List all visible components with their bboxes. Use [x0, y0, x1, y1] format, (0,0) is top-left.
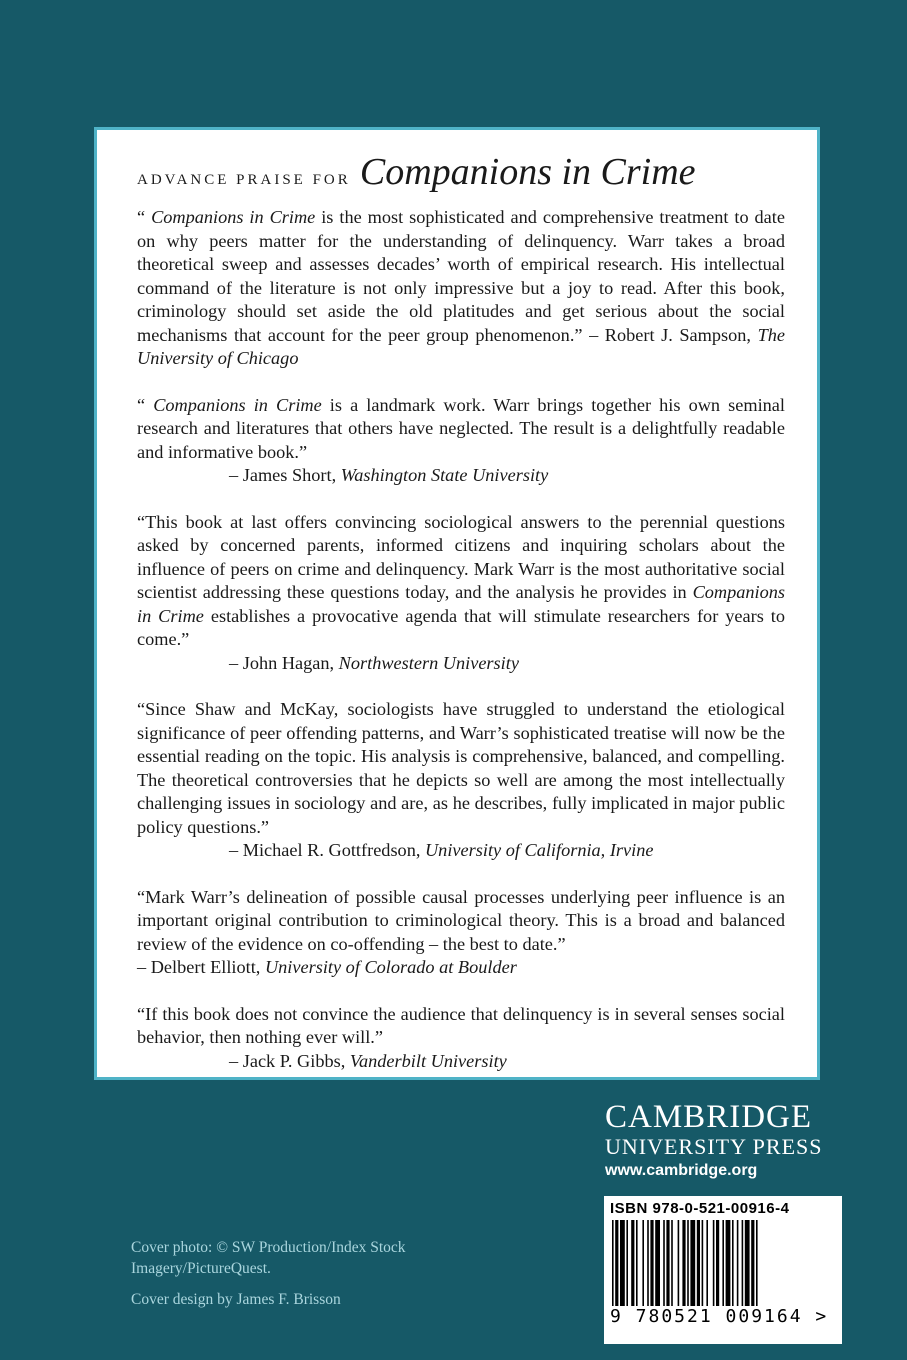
quote-gottfredson: “Since Shaw and McKay, sociologists have struggled to understand the etiological significance of peer offending patterns, and Warr’s sophisticated treatise will now be the essential reading on the topic. His analysis is comprehensive, balanced, and compelling. The theoretical controversies that he depicts so well are among the most intellectually challenging issues in sociology and are, as he describes, fully implicated in major public policy questions.” – Michael R. Gottfredson, University of California, Irvine	[137, 699, 785, 860]
photo-credit: Cover photo: © SW Production/Index Stock Imagery/PictureQuest.	[131, 1239, 406, 1277]
barcode-bar	[737, 1220, 739, 1306]
barcode-bar	[650, 1220, 653, 1306]
cover-credits	[131, 1237, 491, 1320]
quote-sampson: “ Companions in Crime is the most sophisticated and comprehensive treatment to date on why peers matter for the understanding of delinquency. Warr takes a broad theoretical sweep and assesses decades’ worth of empirical research. His intellectual command of the literature is not only impressive but a joy to read. After this book, criminology should set aside the old platitudes and get serious about the social mechanisms that account for the peer group phenomenon.” – Robert J. Sampson, The University of Chicago	[137, 207, 785, 368]
barcode-bar	[751, 1220, 754, 1306]
barcode-bar	[702, 1220, 704, 1306]
barcode-bar	[620, 1220, 625, 1306]
barcode-bars	[610, 1220, 836, 1308]
isbn-barcode	[604, 1196, 842, 1344]
publisher-url: www.cambridge.org	[605, 1162, 758, 1179]
barcode-bar	[642, 1220, 644, 1306]
praise-heading	[137, 150, 797, 194]
barcode-bar	[631, 1220, 634, 1306]
barcode-bar	[726, 1220, 731, 1306]
isbn-label: ISBN 978-0-521-00916-4	[610, 1200, 790, 1217]
barcode-bar	[612, 1220, 614, 1306]
barcode-bar	[716, 1220, 719, 1306]
praise-panel	[94, 127, 820, 1080]
barcode-bar	[647, 1220, 649, 1306]
book-title: Companions in Crime	[359, 151, 696, 193]
barcode-bar	[742, 1220, 744, 1306]
barcode-bar	[655, 1220, 660, 1306]
barcode-bar	[671, 1220, 673, 1306]
barcode-bar	[732, 1220, 734, 1306]
barcode-bar	[682, 1220, 685, 1306]
publisher-logo	[605, 1100, 823, 1182]
barcode-bar	[615, 1220, 618, 1306]
barcode-digits: 9 780521 009164 >	[610, 1306, 829, 1327]
barcode-bar	[722, 1220, 724, 1306]
barcode-bar	[636, 1220, 638, 1306]
barcode-bar	[756, 1220, 758, 1306]
quote-elliott: “Mark Warr’s delineation of possible causal processes underlying peer influence is an important original contribution to criminological theory. This is a broad and balanced review of the evidence on co-offending – the best to date.” – Delbert Elliott, University of Colorado at Boulder	[137, 886, 785, 977]
barcode-bar	[678, 1220, 680, 1306]
barcode-bar	[687, 1220, 689, 1306]
barcode-bar	[697, 1220, 700, 1306]
quote-hagan: “This book at last offers convincing sociological answers to the perennial questions asked by concerned parents, informed citizens and inquiring scholars about the influence of peers on crime and delinquency. Mark Warr is the most authoritative social scientist addressing these questions today, and the analysis he provides in Companions in Crime establishes a provocative agenda that will stimulate researchers for years to come.” – John Hagan, Northwestern University	[137, 511, 785, 673]
barcode-bar	[626, 1220, 628, 1306]
barcode-bar	[690, 1220, 695, 1306]
barcode-bar	[713, 1220, 715, 1306]
barcode-bar	[706, 1220, 708, 1306]
barcode-bar	[745, 1220, 750, 1306]
publisher-subname: UNIVERSITY PRESS	[605, 1134, 823, 1159]
heading-prefix: ADVANCE PRAISE FOR	[137, 172, 351, 188]
barcode-bar	[666, 1220, 669, 1306]
design-credit: Cover design by James F. Brisson	[131, 1291, 341, 1308]
barcode-bar	[663, 1220, 665, 1306]
quote-short: “ Companions in Crime is a landmark work. Warr brings together his own seminal research and literatures that others have neglected. The result is a delightfully readable and informative book.” – James Short, Washington State University	[137, 394, 785, 485]
quotes-list	[137, 206, 785, 1096]
publisher-name: CAMBRIDGE	[605, 1099, 813, 1135]
quote-gibbs: “If this book does not convince the audience that delinquency is in several senses social behavior, then nothing ever will.” – Jack P. Gibbs, Vanderbilt University	[137, 1003, 785, 1071]
